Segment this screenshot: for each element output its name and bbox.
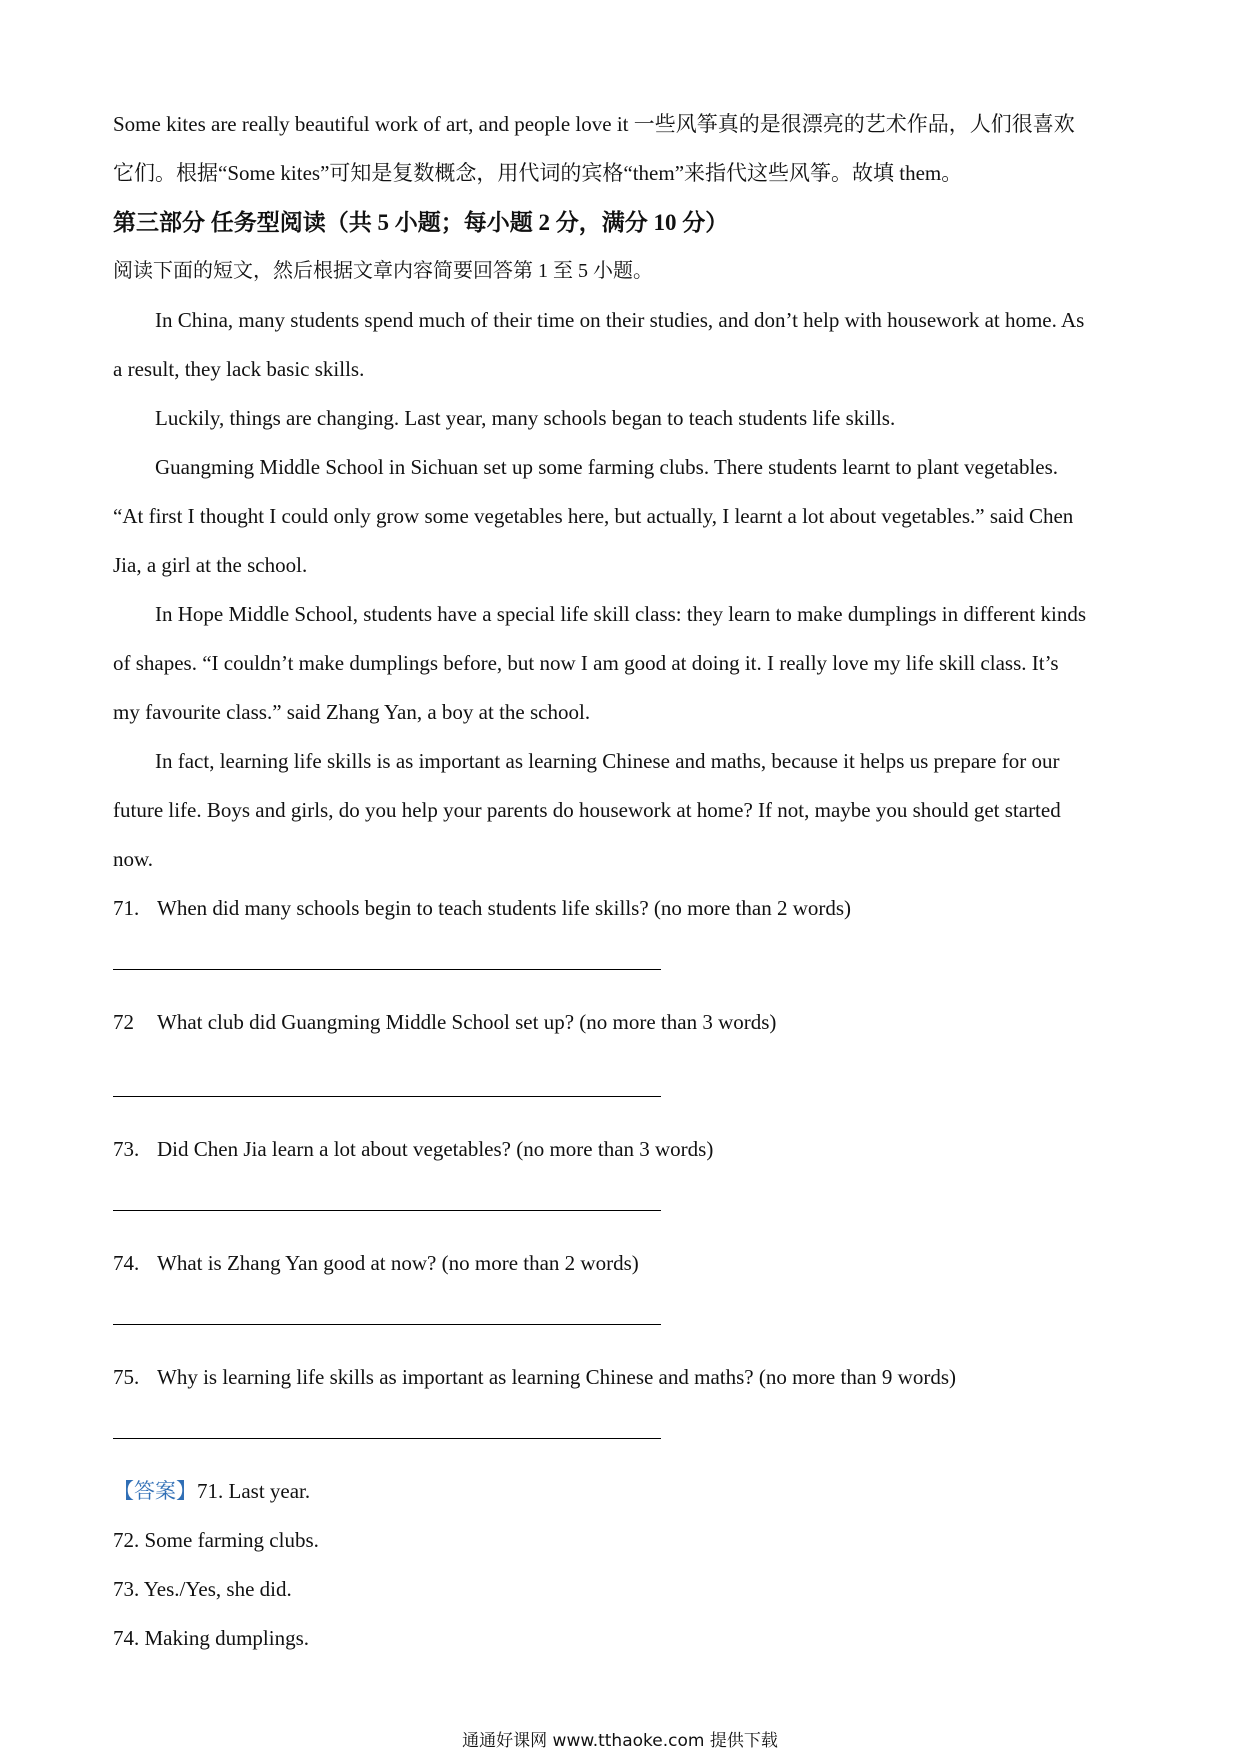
explanation-line-1: Some kites are really beautiful work of art, and people love it 一些风筝真的是很漂亮的艺术作品，人们很喜欢 [113,112,1075,136]
question-text: When did many schools begin to teach students life skills? (no more than 2 words) [157,896,852,920]
answer-line [113,1467,1133,1516]
answer-item: 74. Making dumplings. [113,1626,310,1650]
passage-line: In Hope Middle School, students have a special life skill class: they learn to make dumplings in different kinds [155,602,1087,626]
passage-line: In fact, learning life skills is as important as learning Chinese and maths, because it helps us prepare for our [155,749,1060,773]
section-heading: 第三部分 任务型阅读（共 5 小题；每小题 2 分，满分 10 分） [113,210,729,235]
passage-line: my favourite class.” said Zhang Yan, a boy at the school. [113,700,591,724]
answer-item: 73. Yes./Yes, she did. [113,1577,292,1601]
answer-item: 72. Some farming clubs. [113,1528,319,1552]
passage-line: future life. Boys and girls, do you help your parents do housework at home? If not, maybe you should get started [113,798,1061,822]
document-page [113,100,1133,1663]
question-text: Why is learning life skills as important as learning Chinese and maths? (no more than 9 words) [157,1365,956,1389]
question-75 [113,1353,1133,1402]
question-text: What club did Guangming Middle School set up? (no more than 3 words) [157,1010,777,1034]
passage-line: a result, they lack basic skills. [113,357,365,381]
page-footer: 通通好课网 www.tthaoke.com 提供下载 [462,1731,778,1751]
question-74 [113,1239,1133,1288]
answer-label: 【答案】 [113,1479,197,1503]
passage-line: Guangming Middle School in Sichuan set up some farming clubs. There students learnt to plant vegetables. [155,455,1059,479]
section-instruction: 阅读下面的短文，然后根据文章内容简要回答第 1 至 5 小题。 [113,260,653,282]
passage-line: “At first I thought I could only grow some vegetables here, but actually, I learnt a lot about vegetables.” said Chen [113,504,1074,528]
question-text: Did Chen Jia learn a lot about vegetables? (no more than 3 words) [157,1137,714,1161]
passage-line: Luckily, things are changing. Last year, many schools began to teach students life skills. [155,406,896,430]
question-73 [113,1125,1133,1174]
answer-item: 71. Last year. [197,1479,311,1503]
question-number: 72 [113,1010,134,1034]
question-72 [113,998,1133,1047]
question-number: 74. [113,1251,140,1275]
passage-line: Jia, a girl at the school. [113,553,308,577]
passage-line: now. [113,847,154,871]
question-number: 75. [113,1365,140,1389]
question-number: 73. [113,1137,140,1161]
question-71 [113,884,1133,933]
question-number: 71. [113,896,140,920]
question-text: What is Zhang Yan good at now? (no more than 2 words) [157,1251,639,1275]
passage-line: In China, many students spend much of their time on their studies, and don’t help with housework at home. As [155,308,1085,332]
explanation-line-2: 它们。根据“Some kites”可知是复数概念，用代词的宾格“them”来指代这些风筝。故填 them。 [113,161,963,185]
passage-line: of shapes. “I couldn’t make dumplings before, but now I am good at doing it. I really love my life skill class. It’s [113,651,1059,675]
